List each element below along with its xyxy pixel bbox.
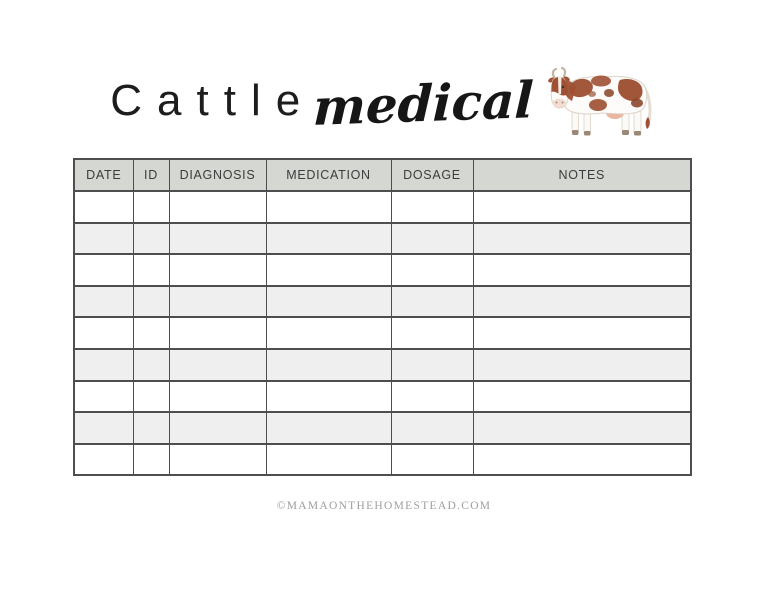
table-cell[interactable]	[266, 286, 391, 318]
table-cell[interactable]	[266, 349, 391, 381]
table-cell[interactable]	[391, 254, 473, 286]
column-header-id: ID	[133, 159, 169, 191]
table-cell[interactable]	[473, 254, 691, 286]
table-cell[interactable]	[473, 412, 691, 444]
table-cell[interactable]	[133, 444, 169, 476]
table-cell[interactable]	[266, 444, 391, 476]
table-cell[interactable]	[473, 317, 691, 349]
table-cell[interactable]	[133, 286, 169, 318]
table-cell[interactable]	[266, 191, 391, 223]
table-cell[interactable]	[133, 254, 169, 286]
table-row	[74, 254, 691, 286]
table-cell[interactable]	[473, 349, 691, 381]
table-cell[interactable]	[74, 381, 133, 413]
table-cell[interactable]	[391, 191, 473, 223]
table-cell[interactable]	[266, 381, 391, 413]
table-cell[interactable]	[391, 349, 473, 381]
table-cell[interactable]	[473, 286, 691, 318]
table-cell[interactable]	[266, 412, 391, 444]
table-cell[interactable]	[473, 191, 691, 223]
table-cell[interactable]	[266, 223, 391, 255]
table-row	[74, 191, 691, 223]
table-cell[interactable]	[391, 444, 473, 476]
table-cell[interactable]	[133, 381, 169, 413]
table-cell[interactable]	[391, 223, 473, 255]
column-header-date: DATE	[74, 159, 133, 191]
table-cell[interactable]	[133, 412, 169, 444]
table-cell[interactable]	[133, 191, 169, 223]
table-cell[interactable]	[169, 223, 266, 255]
table-header-row	[74, 159, 691, 191]
table-cell[interactable]	[391, 317, 473, 349]
page-title	[0, 56, 768, 146]
table-cell[interactable]	[133, 223, 169, 255]
table-cell[interactable]	[74, 349, 133, 381]
table-cell[interactable]	[74, 254, 133, 286]
footer-copyright: ©MAMAONTHEHOMESTEAD.COM	[276, 500, 492, 512]
title-word-medical: medical	[312, 70, 535, 137]
table-cell[interactable]	[266, 254, 391, 286]
table-cell[interactable]	[391, 286, 473, 318]
table-cell[interactable]	[133, 349, 169, 381]
column-header-notes: NOTES	[473, 159, 691, 191]
table-cell[interactable]	[169, 349, 266, 381]
title-word-cattle: Cattle	[110, 76, 316, 125]
table-row	[74, 381, 691, 413]
table-cell[interactable]	[74, 444, 133, 476]
table-cell[interactable]	[169, 444, 266, 476]
table-cell[interactable]	[266, 317, 391, 349]
medical-record-table	[73, 158, 692, 476]
table-cell[interactable]	[74, 191, 133, 223]
table-row	[74, 444, 691, 476]
table-cell[interactable]	[169, 191, 266, 223]
table-row	[74, 349, 691, 381]
table-row	[74, 317, 691, 349]
table-cell[interactable]	[169, 412, 266, 444]
table-cell[interactable]	[74, 317, 133, 349]
table-cell[interactable]	[473, 381, 691, 413]
table-cell[interactable]	[169, 254, 266, 286]
table-cell[interactable]	[74, 223, 133, 255]
table-cell[interactable]	[391, 381, 473, 413]
table-cell[interactable]	[391, 412, 473, 444]
cow-icon	[548, 67, 658, 143]
table-cell[interactable]	[74, 286, 133, 318]
column-header-diagnosis: DIAGNOSIS	[169, 159, 266, 191]
table-row	[74, 412, 691, 444]
column-header-dosage: DOSAGE	[391, 159, 473, 191]
table-cell[interactable]	[473, 223, 691, 255]
table-cell[interactable]	[169, 317, 266, 349]
table-row	[74, 286, 691, 318]
table-cell[interactable]	[133, 317, 169, 349]
table-cell[interactable]	[473, 444, 691, 476]
column-header-medication: MEDICATION	[266, 159, 391, 191]
table-cell[interactable]	[169, 381, 266, 413]
table-cell[interactable]	[169, 286, 266, 318]
table-row	[74, 223, 691, 255]
table-cell[interactable]	[74, 412, 133, 444]
